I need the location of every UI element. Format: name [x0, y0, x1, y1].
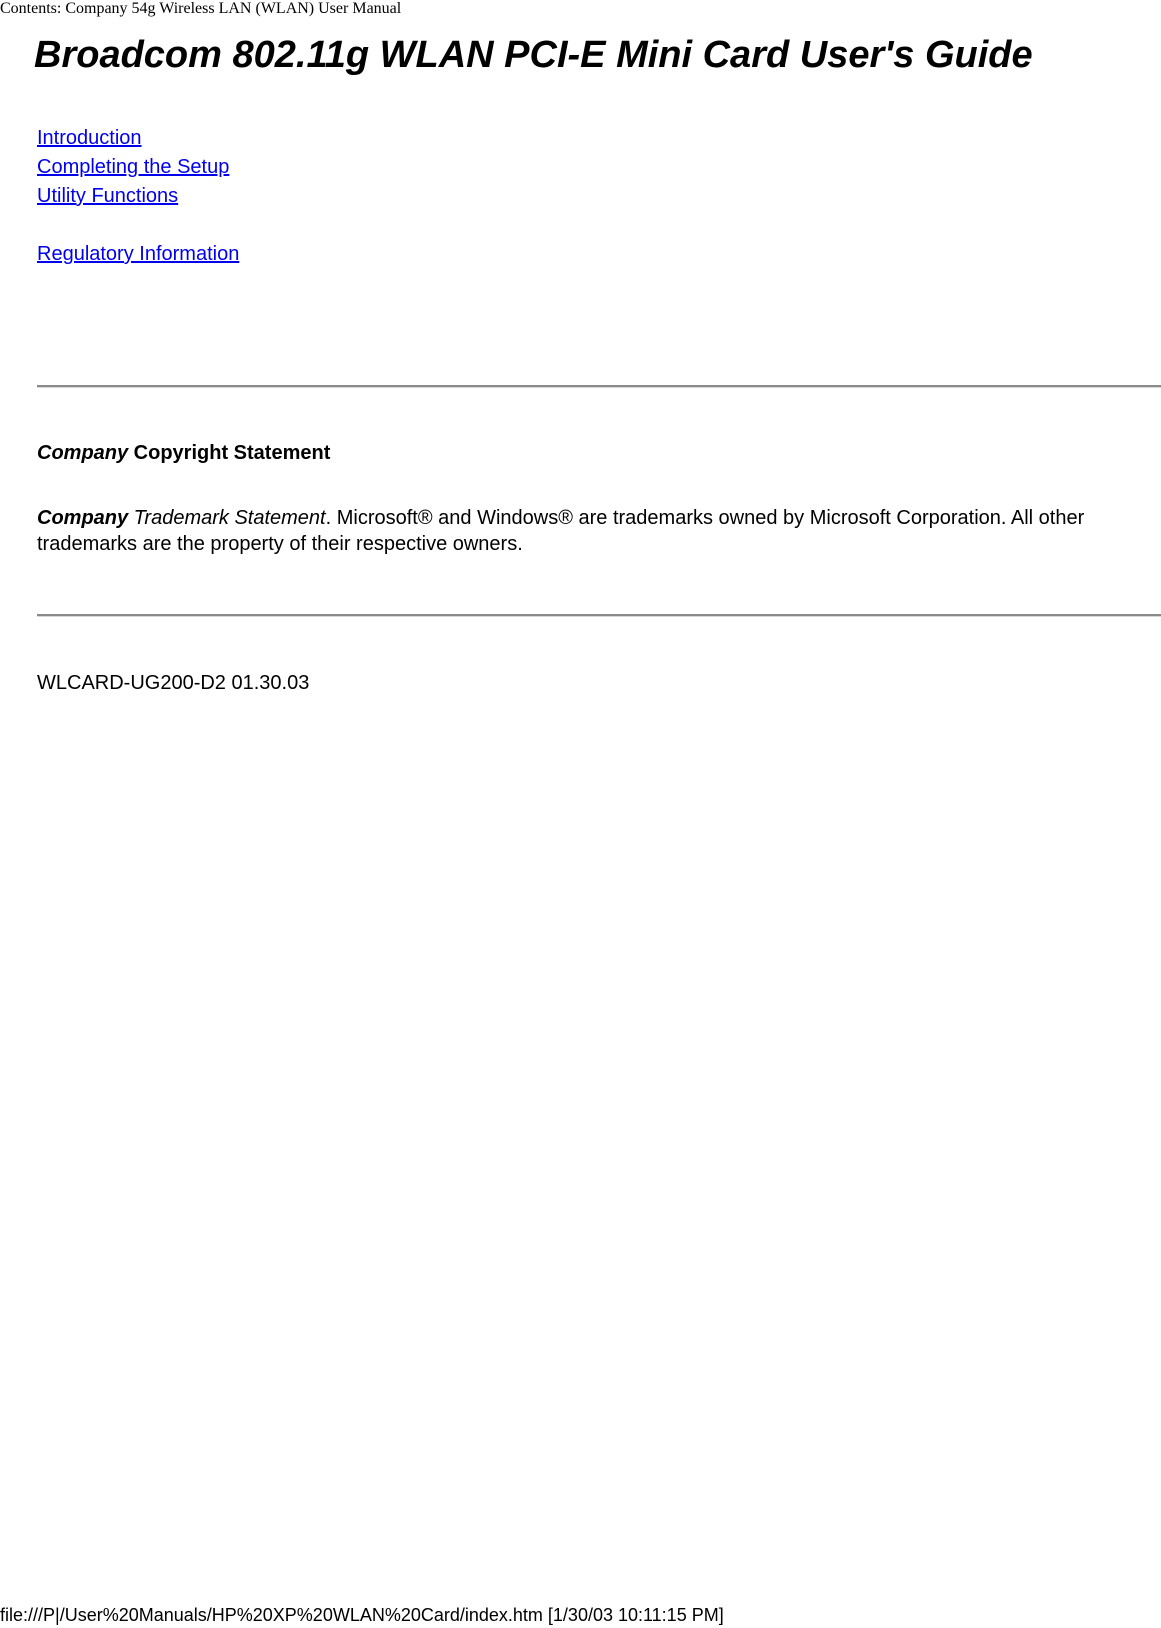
- print-header: Contents: Company 54g Wireless LAN (WLAN) User Manual: [0, 0, 402, 17]
- trademark-statement: [37, 505, 1147, 557]
- copyright-company: Company: [37, 442, 129, 464]
- horizontal-rule-top: [37, 385, 1161, 388]
- page-title: Broadcom 802.11g WLAN PCI-E Mini Card User's Guide: [34, 34, 1033, 76]
- copyright-statement: [37, 440, 1147, 466]
- toc-link-regulatory-information[interactable]: Regulatory Information: [37, 243, 240, 265]
- document-id: WLCARD-UG200-D2 01.30.03: [37, 672, 310, 694]
- trademark-label: Trademark Statement: [128, 507, 326, 529]
- trademark-company: Company: [37, 507, 129, 529]
- table-of-contents: [37, 124, 239, 269]
- toc-link-utility-functions[interactable]: Utility Functions: [37, 185, 179, 207]
- copyright-label: Copyright Statement: [128, 442, 331, 464]
- trademark-body: . Microsoft® and Windows® are trademarks owned by Microsoft Corporation. All other trademarks are the property of their respective owners.: [37, 507, 1085, 555]
- toc-link-introduction[interactable]: Introduction: [37, 127, 142, 149]
- print-footer: file:///P|/User%20Manuals/HP%20XP%20WLAN%20Card/index.htm [1/30/03 10:11:15 PM]: [0, 1605, 724, 1625]
- toc-link-completing-setup[interactable]: Completing the Setup: [37, 156, 230, 178]
- horizontal-rule-bottom: [37, 614, 1161, 617]
